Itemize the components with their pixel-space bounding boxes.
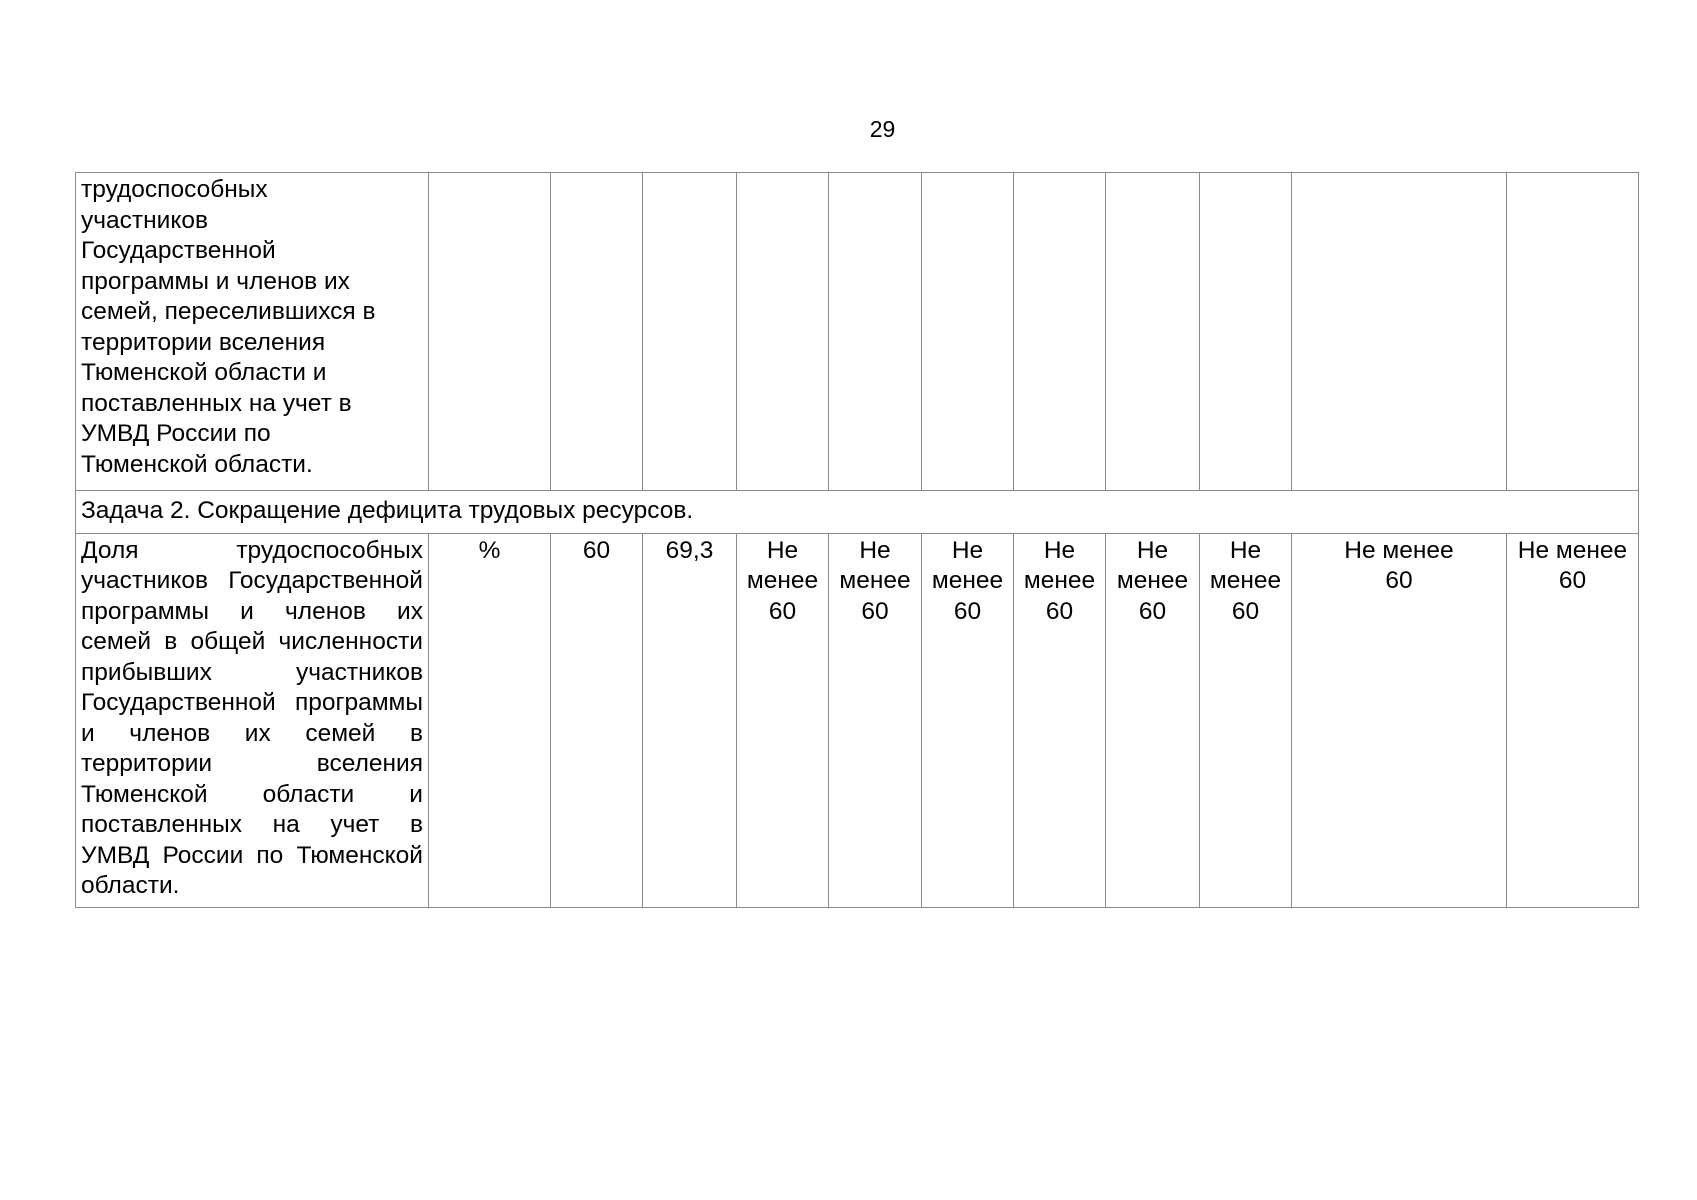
empty-cell (643, 173, 737, 491)
value-cell: 69,3 (643, 533, 737, 907)
indicator-line: трудоспособных (81, 176, 268, 203)
target-value-cell (1106, 533, 1200, 907)
target-value-line: Не (951, 536, 984, 564)
indicator-line: программы и членов их (81, 267, 350, 295)
target-value-line: Не (859, 536, 891, 564)
target-value-line: 60 (953, 597, 982, 625)
indicator-line: Государственной (81, 237, 276, 264)
indicator-line: Тюменской области и (81, 359, 327, 386)
empty-cell (922, 173, 1014, 491)
empty-cell (829, 173, 922, 491)
table-row-continuation (76, 173, 1639, 491)
empty-cell (551, 173, 643, 491)
unit-cell: % (429, 533, 551, 907)
empty-cell (1014, 173, 1106, 491)
target-value-line: Не (1043, 536, 1076, 564)
indicator-line: поставленных на учет в (81, 389, 352, 417)
target-value-line: 60 (1558, 567, 1587, 594)
target-value-cell (1292, 533, 1507, 907)
empty-cell (429, 173, 551, 491)
table-row-indicator (76, 533, 1639, 907)
task-heading: Задача 2. Сокращение дефицита трудовых ресурсов. (76, 491, 1639, 534)
target-value-line: 60 (861, 597, 889, 625)
target-value-cell (1200, 533, 1292, 907)
page-number: 29 (869, 116, 896, 142)
target-value-cell (1507, 533, 1639, 907)
empty-cell (1106, 173, 1200, 491)
indicator-line: территории вселения (81, 328, 326, 356)
indicator-line: Тюменской области. (81, 450, 313, 478)
target-value-line: 60 (1385, 567, 1413, 594)
value-cell: 60 (551, 533, 643, 907)
target-value-line: менее (746, 567, 819, 594)
target-value-line: Не (1136, 536, 1169, 564)
empty-cell (1507, 173, 1639, 491)
indicator-continuation-cell (76, 173, 429, 491)
target-value-cell (1014, 533, 1106, 907)
empty-cell (737, 173, 829, 491)
table-row-task (76, 491, 1639, 534)
target-value-line: менее (839, 567, 911, 594)
target-value-line: Не менее (1517, 536, 1628, 564)
target-value-line: 60 (1045, 597, 1074, 625)
indicator-line: УМВД России по (81, 420, 271, 447)
empty-cell (1200, 173, 1292, 491)
target-value-cell (922, 533, 1014, 907)
target-value-line: 60 (1138, 597, 1167, 625)
indicator-line: участников (81, 206, 208, 234)
target-value-line: менее (1209, 567, 1282, 594)
target-value-line: 60 (768, 597, 797, 625)
target-value-line: Не менее (1344, 536, 1454, 564)
indicator-name-cell: Доля трудоспособных участников Государственной программы и членов их семей в общей численности прибывших участников Государственной программы и членов их семей в территории вселения Тюменской области и поставленных на учет в УМВД России по Тюменской области. (76, 533, 429, 907)
target-value-cell (829, 533, 922, 907)
target-value-line: Не (766, 536, 799, 564)
indicator-line: семей, переселившихся в (81, 298, 376, 325)
target-value-line: 60 (1231, 597, 1260, 625)
empty-cell (1292, 173, 1507, 491)
target-value-cell (737, 533, 829, 907)
indicators-table (75, 172, 1639, 908)
target-value-line: менее (1116, 567, 1189, 594)
target-value-line: Не (1229, 536, 1262, 564)
target-value-line: менее (1023, 567, 1096, 594)
target-value-line: менее (931, 567, 1004, 594)
